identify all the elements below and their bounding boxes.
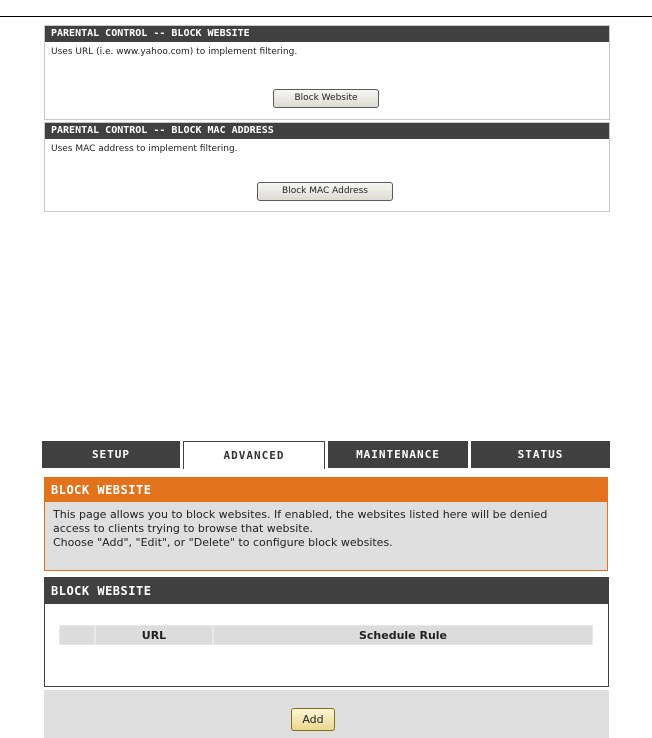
block-mac-address-button[interactable]: Block MAC Address — [257, 182, 393, 201]
block-website-panel-description: Uses URL (i.e. www.yahoo.com) to implement filtering. — [51, 47, 298, 57]
tab-setup[interactable]: SETUP — [42, 441, 180, 468]
block-website-button[interactable]: Block Website — [273, 89, 379, 108]
tab-maintenance[interactable]: MAINTENANCE — [328, 441, 468, 468]
intro-title: BLOCK WEBSITE — [45, 478, 607, 502]
block-website-panel-title: PARENTAL CONTROL -- BLOCK WEBSITE — [45, 26, 609, 42]
table-header-row — [59, 625, 593, 645]
intro-line-3: Choose "Add", "Edit", or "Delete" to configure block websites. — [53, 536, 393, 549]
add-button[interactable]: Add — [291, 708, 335, 731]
tab-status[interactable]: STATUS — [471, 441, 610, 468]
tab-bar — [42, 441, 610, 469]
block-website-table-section — [44, 577, 609, 687]
column-header-url: URL — [95, 625, 213, 645]
intro-line-2: access to clients trying to browse that website. — [53, 522, 313, 535]
table-section-title: BLOCK WEBSITE — [45, 578, 608, 604]
intro-description — [45, 502, 607, 550]
column-header-select — [59, 625, 95, 645]
top-divider — [0, 16, 652, 17]
column-header-schedule-rule: Schedule Rule — [213, 625, 593, 645]
intro-section — [44, 477, 608, 571]
intro-line-1: This page allows you to block websites. If enabled, the websites listed here will be denied — [53, 508, 548, 521]
block-mac-panel-description: Uses MAC address to implement filtering. — [51, 144, 238, 154]
tab-advanced[interactable]: ADVANCED — [183, 441, 325, 469]
block-mac-panel-title: PARENTAL CONTROL -- BLOCK MAC ADDRESS — [45, 123, 609, 139]
